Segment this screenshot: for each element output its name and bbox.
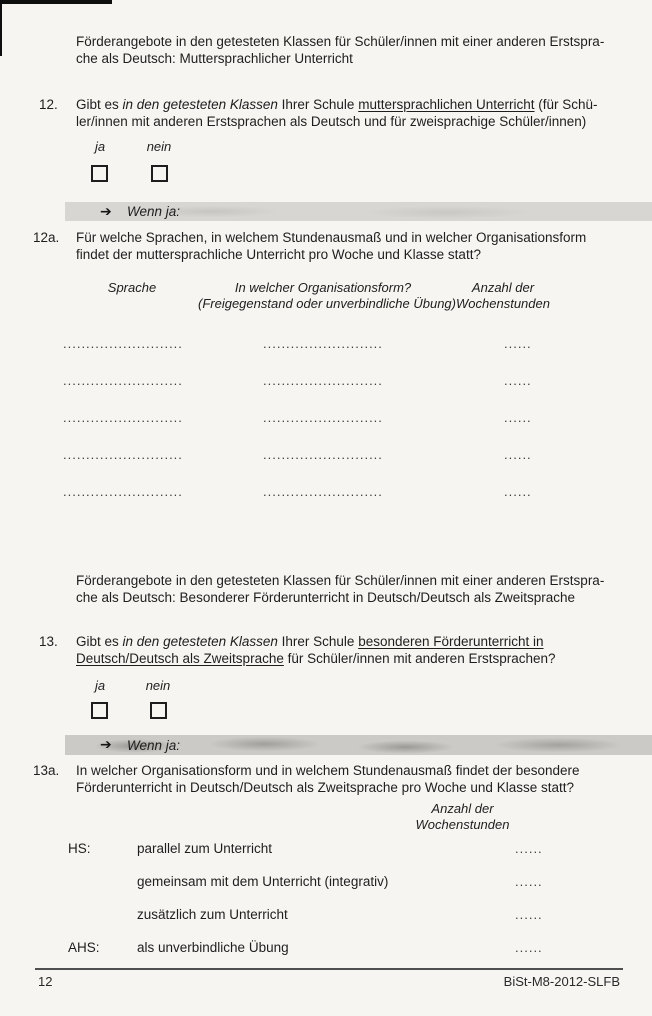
question-13-text: Gibt es in den getesteten Klassen Ihrer Schule besonderen Förderunterricht in Deutsch/Deutsch als Zweitsprache für Schüler/innen mit anderen Erstsprachen? <box>76 634 556 666</box>
section-12-heading: Förderangebote in den getesteten Klassen für Schüler/innen mit einer anderen Erstspra- che als Deutsch: Muttersprachlicher Unterricht <box>76 34 605 66</box>
hours-column-header: Anzahl der Wochenstunden <box>415 801 510 832</box>
hours-field[interactable]: ...... <box>515 841 543 856</box>
language-field[interactable]: .......................... <box>63 410 183 425</box>
underlined-phrase: besonderen Förderunterricht in <box>358 634 544 649</box>
q12-conditional-banner <box>65 202 652 221</box>
organisation-label: gemeinsam mit dem Unterricht (integrativ) <box>137 874 389 889</box>
school-type-label: HS: <box>68 841 91 856</box>
organisation-field[interactable]: .......................... <box>263 336 383 351</box>
table-row <box>0 373 652 389</box>
footer-divider <box>35 968 623 970</box>
underlined-phrase: Deutsch/Deutsch als Zweitsprache <box>76 651 284 666</box>
q12-wenn-ja-label: Wenn ja: <box>127 204 181 219</box>
school-type-label: AHS: <box>68 940 100 955</box>
question-13a-text: In welcher Organisationsform und in welchem Stundenausmaß findet der besondere Förderunterricht in Deutsch/Deutsch als Zweitsprache pro Woche und Klasse statt? <box>76 763 580 795</box>
q13-yes-checkbox[interactable] <box>91 702 108 719</box>
question-12-text: Gibt es in den getesteten Klassen Ihrer Schule muttersprachlichen Unterricht (für Schü- ler/innen mit anderen Erstsprachen als Deutsch und für zweisprachige Schüler/innen) <box>76 97 598 129</box>
hours-field[interactable]: ...... <box>504 373 532 388</box>
hours-field[interactable]: ...... <box>515 874 543 889</box>
hours-field[interactable]: ...... <box>515 940 543 955</box>
scan-artifact-top-bar <box>0 0 112 4</box>
organisation-field[interactable]: .......................... <box>263 373 383 388</box>
table-row <box>0 873 652 890</box>
q12-no-label: nein <box>146 139 172 154</box>
page-number: 12 <box>38 974 53 989</box>
organisation-field[interactable]: .......................... <box>263 484 383 499</box>
table-row <box>0 939 652 956</box>
q13-wenn-ja-label: Wenn ja: <box>127 737 181 753</box>
question-12a-text: Für welche Sprachen, in welchem Stundenausmaß und in welcher Organisationsform findet der muttersprachliche Unterricht pro Woche und Klasse statt? <box>76 230 587 262</box>
table-row <box>0 484 652 500</box>
hours-field[interactable]: ...... <box>504 484 532 499</box>
language-field[interactable]: .......................... <box>63 336 183 351</box>
table-row <box>0 840 652 857</box>
organisation-label: parallel zum Unterricht <box>137 841 273 856</box>
italic-phrase: in den getesteten Klassen <box>122 97 278 112</box>
arrow-right-icon: ➔ <box>100 737 112 753</box>
table-row <box>0 336 652 352</box>
section-13-heading: Förderangebote in den getesteten Klassen für Schüler/innen mit einer anderen Erstspra- che als Deutsch: Besonderer Förderunterricht in Deutsch/Deutsch als Zweitsprache <box>76 573 605 605</box>
hours-field[interactable]: ...... <box>504 410 532 425</box>
language-field[interactable]: .......................... <box>63 447 183 462</box>
q13-no-checkbox[interactable] <box>150 702 167 719</box>
question-12-number: 12. <box>39 97 58 112</box>
organisation-label: zusätzlich zum Unterricht <box>137 907 288 922</box>
q13-no-label: nein <box>145 678 171 693</box>
q12-no-checkbox[interactable] <box>151 165 168 182</box>
table-row <box>0 410 652 426</box>
document-code: BiSt-M8-2012-SLFB <box>503 974 620 989</box>
language-field[interactable]: .......................... <box>63 484 183 499</box>
organisation-field[interactable]: .......................... <box>263 410 383 425</box>
question-12a-number: 12a. <box>33 230 60 245</box>
table-row <box>0 447 652 463</box>
language-field[interactable]: .......................... <box>63 373 183 388</box>
hours-field[interactable]: ...... <box>504 447 532 462</box>
question-13-number: 13. <box>39 634 58 649</box>
column-header-organisation: In welcher Organisationsform? (Freigegenstand oder unverbindliche Übung) <box>198 280 456 311</box>
question-13a-number: 13a. <box>33 763 60 778</box>
column-header-hours: Anzahl der Wochenstunden <box>456 280 550 311</box>
q13-conditional-banner <box>65 735 652 755</box>
italic-phrase: in den getesteten Klassen <box>122 634 278 649</box>
underlined-phrase: muttersprachlichen Unterricht <box>358 97 535 112</box>
q12-yes-checkbox[interactable] <box>91 165 108 182</box>
hours-field[interactable]: ...... <box>504 336 532 351</box>
hours-field[interactable]: ...... <box>515 907 543 922</box>
arrow-right-icon: ➔ <box>100 203 112 220</box>
organisation-field[interactable]: .......................... <box>263 447 383 462</box>
scan-artifact-left-bar <box>0 0 2 56</box>
q12-yes-label: ja <box>94 139 106 154</box>
organisation-label: als unverbindliche Übung <box>137 940 289 955</box>
column-header-language: Sprache <box>107 280 157 295</box>
table-row <box>0 906 652 923</box>
q13-yes-label: ja <box>94 678 106 693</box>
